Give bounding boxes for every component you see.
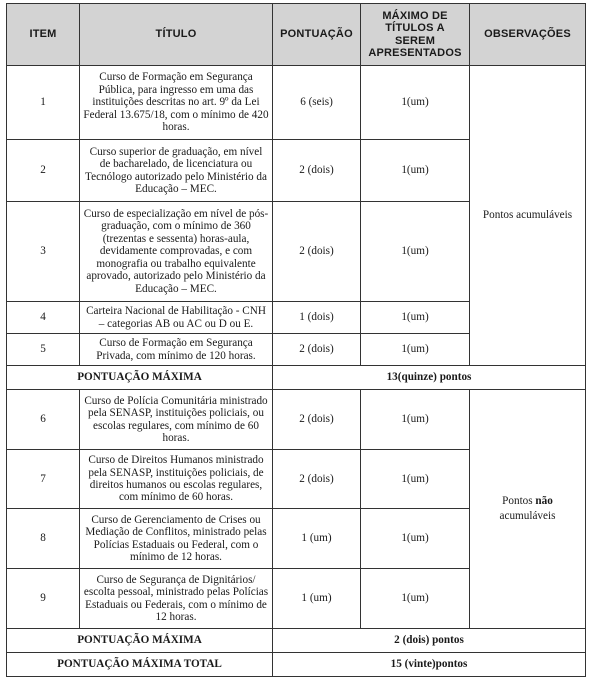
cell-observacoes xyxy=(470,390,586,629)
cell-titulo: Curso de especialização em nível de pós-graduação, com o mínimo de 360 (trezentas e sessenta) horas-aula, devidamente comprovadas, e com monografia ou trabalho equivalente aprovado, autorizado pelo Ministério da Educação – MEC. xyxy=(80,202,273,302)
cell-observacoes: Pontos acumuláveis xyxy=(470,66,586,366)
cell-maximo: 1(um) xyxy=(361,66,470,140)
header-maximo: MÁXIMO DE TÍTULOS A SEREM APRESENTADOS xyxy=(361,4,470,66)
cell-titulo: Curso de Direitos Humanos ministrado pela SENASP, instituições policiais, de direitos humanos ou escolas regulares, com mínimo de 60 horas. xyxy=(80,450,273,509)
total-label: PONTUAÇÃO MÁXIMA TOTAL xyxy=(7,653,273,677)
cell-item: 9 xyxy=(7,569,80,629)
header-titulo: TÍTULO xyxy=(80,4,273,66)
subtotal-row xyxy=(7,629,586,653)
cell-item: 7 xyxy=(7,450,80,509)
cell-item: 5 xyxy=(7,334,80,366)
table-row xyxy=(7,66,586,140)
table-row xyxy=(7,390,586,450)
obs-pre: Pontos xyxy=(502,495,536,507)
cell-item: 3 xyxy=(7,202,80,302)
cell-titulo: Curso de Polícia Comunitária ministrado pela SENASP, instituições policiais, ou escolas regulares, com mínimo de 60 horas. xyxy=(80,390,273,450)
cell-pontuacao: 2 (dois) xyxy=(273,450,361,509)
cell-maximo: 1(um) xyxy=(361,390,470,450)
cell-titulo: Curso de Segurança de Dignitários/ escolta pessoal, ministrado pelas Polícias Estaduais ou Federais, com o mínimo de 12 horas. xyxy=(80,569,273,629)
cell-maximo: 1(um) xyxy=(361,302,470,334)
subtotal-label: PONTUAÇÃO MÁXIMA xyxy=(7,629,273,653)
cell-maximo: 1(um) xyxy=(361,450,470,509)
cell-item: 4 xyxy=(7,302,80,334)
cell-pontuacao: 2 (dois) xyxy=(273,334,361,366)
cell-pontuacao: 1 (dois) xyxy=(273,302,361,334)
obs-post: acumuláveis xyxy=(499,510,556,522)
subtotal-value: 13(quinze) pontos xyxy=(273,366,586,390)
cell-titulo: Curso de Formação em Segurança Privada, com mínimo de 120 horas. xyxy=(80,334,273,366)
subtotal-row xyxy=(7,366,586,390)
cell-pontuacao: 2 (dois) xyxy=(273,140,361,202)
subtotal-label: PONTUAÇÃO MÁXIMA xyxy=(7,366,273,390)
cell-item: 2 xyxy=(7,140,80,202)
cell-pontuacao: 2 (dois) xyxy=(273,390,361,450)
header-item: ITEM xyxy=(7,4,80,66)
subtotal-value: 2 (dois) pontos xyxy=(273,629,586,653)
cell-pontuacao: 1 (um) xyxy=(273,569,361,629)
scoring-table xyxy=(6,3,586,677)
cell-titulo: Curso de Gerenciamento de Crises ou Mediação de Conflitos, ministrado pelas Polícias Estaduais ou Federal, com o mínimo de 12 horas. xyxy=(80,509,273,569)
header-pontuacao: PONTUAÇÃO xyxy=(273,4,361,66)
cell-maximo: 1(um) xyxy=(361,509,470,569)
obs-bold: não xyxy=(535,495,553,507)
cell-pontuacao: 6 (seis) xyxy=(273,66,361,140)
cell-item: 1 xyxy=(7,66,80,140)
cell-pontuacao: 2 (dois) xyxy=(273,202,361,302)
cell-titulo: Carteira Nacional de Habilitação - CNH – categorias AB ou AC ou D ou E. xyxy=(80,302,273,334)
cell-maximo: 1(um) xyxy=(361,202,470,302)
cell-pontuacao: 1 (um) xyxy=(273,509,361,569)
total-row xyxy=(7,653,586,677)
cell-titulo: Curso superior de graduação, em nível de bacharelado, de licenciatura ou Tecnólogo autorizado pelo Ministério da Educação – MEC. xyxy=(80,140,273,202)
cell-item: 8 xyxy=(7,509,80,569)
header-observacoes: OBSERVAÇÕES xyxy=(470,4,586,66)
cell-maximo: 1(um) xyxy=(361,140,470,202)
cell-maximo: 1(um) xyxy=(361,569,470,629)
cell-item: 6 xyxy=(7,390,80,450)
cell-titulo: Curso de Formação em Segurança Pública, para ingresso em uma das instituições descritas no art. 9º da Lei Federal 13.675/18, com o mínimo de 420 horas. xyxy=(80,66,273,140)
cell-maximo: 1(um) xyxy=(361,334,470,366)
total-value: 15 (vinte)pontos xyxy=(273,653,586,677)
